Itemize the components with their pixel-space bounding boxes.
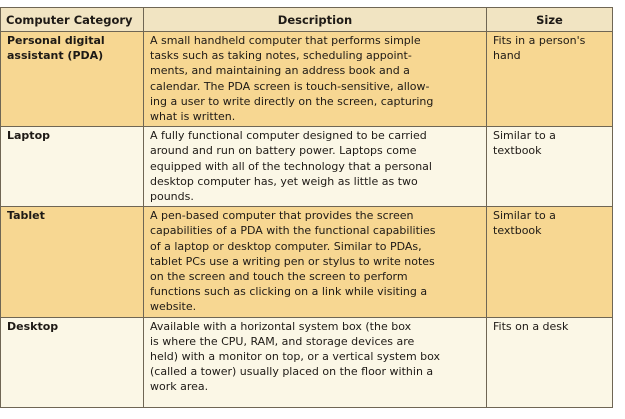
description-cell: Available with a horizontal system box (the box is where the CPU, RAM, and storage devices are held) with a monitor on top, or a vertical system box (called a tower) usually placed on the floor within a work area. bbox=[144, 317, 487, 407]
table-row-laptop bbox=[1, 127, 613, 207]
size-cell: Similar to a textbook bbox=[487, 127, 613, 207]
size-cell: Fits in a person's hand bbox=[487, 32, 613, 127]
header-size: Size bbox=[487, 8, 613, 32]
category-cell: Laptop bbox=[1, 127, 144, 207]
size-cell: Fits on a desk bbox=[487, 317, 613, 407]
computer-category-table bbox=[0, 7, 613, 408]
category-cell: Tablet bbox=[1, 207, 144, 317]
category-cell: Personal digital assistant (PDA) bbox=[1, 32, 144, 127]
header-computer-category: Computer Category bbox=[1, 8, 144, 32]
description-cell: A small handheld computer that performs simple tasks such as taking notes, scheduling appoint- ments, and maintaining an address book and a calendar. The PDA screen is touch-sensitive, allow- ing a user to write directly on the screen, capturing what is written. bbox=[144, 32, 487, 127]
table-row-desktop bbox=[1, 317, 613, 407]
header-description: Description bbox=[144, 8, 487, 32]
table-row-tablet bbox=[1, 207, 613, 317]
table-header-row bbox=[1, 8, 613, 32]
size-cell: Similar to a textbook bbox=[487, 207, 613, 317]
table-row-pda bbox=[1, 32, 613, 127]
description-cell: A fully functional computer designed to be carried around and run on battery power. Laptops come equipped with all of the technology that a personal desktop computer has, yet weigh as little as two pounds. bbox=[144, 127, 487, 207]
category-cell: Desktop bbox=[1, 317, 144, 407]
description-cell: A pen-based computer that provides the screen capabilities of a PDA with the functional capabilities of a laptop or desktop computer. Similar to PDAs, tablet PCs use a writing pen or stylus to write notes on the screen and touch the screen to perform functions such as clicking on a link while visiting a website. bbox=[144, 207, 487, 317]
